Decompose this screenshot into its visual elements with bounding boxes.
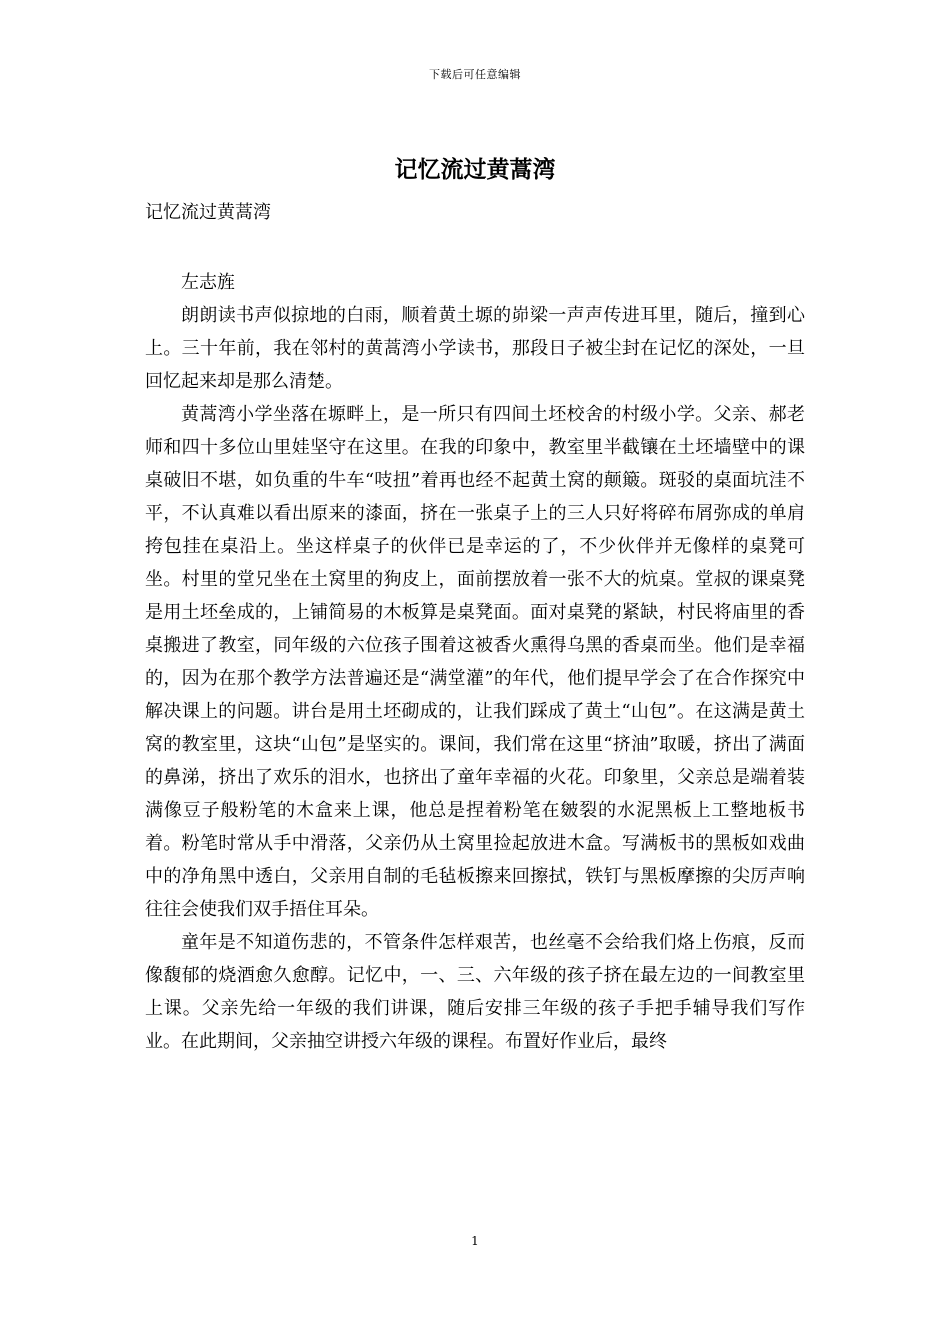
page-number: 1 [471,1234,479,1248]
paragraph: 朗朗读书声似掠地的白雨，顺着黄土塬的峁梁一声声传进耳里，随后，撞到心上。三十年前，我在邻村的黄蒿湾小学读书，那段日子被尘封在记忆的深处，一旦回忆起来却是那么清楚。 [145,305,805,392]
paragraph: 童年是不知道伤悲的，不管条件怎样艰苦，也丝毫不会给我们烙上伤痕，反而像馥郁的烧酒愈久愈醇。记忆中，一、三、六年级的孩子挤在最左边的一间教室里上课。父亲先给一年级的我们讲课，随后安排三年级的孩子手把手辅导我们写作业。在此期间，父亲抽空讲授六年级的课程。布置好作业后，最终 [145,932,805,1052]
document-body [145,196,805,1058]
paragraph: 黄蒿湾小学坐落在塬畔上，是一所只有四间土坯校舍的村级小学。父亲、郝老师和四十多位山里娃坚守在这里。在我的印象中，教室里半截镶在土坯墙壁中的课桌破旧不堪，如负重的牛车“吱扭”着再也经不起黄土窝的颠簸。斑驳的桌面坑洼不平，不认真难以看出原来的漆面，挤在一张桌子上的三人只好将碎布屑弥成的单肩挎包挂在桌沿上。坐这样桌子的伙伴已是幸运的了，不少伙伴并无像样的桌凳可坐。村里的堂兄坐在土窝里的狗皮上，面前摆放着一张不大的炕桌。堂叔的课桌凳是用土坯垒成的，上铺简易的木板算是桌凳面。面对桌凳的紧缺，村民将庙里的香桌搬进了教室，同年级的六位孩子围着这被香火熏得乌黑的香桌而坐。他们是幸福的，因为在那个教学方法普遍还是“满堂灌”的年代，他们提早学会了在合作探究中解决课上的问题。讲台是用土坯砌成的，让我们踩成了黄土“山包”。在这满是黄土窝的教室里，这块“山包”是坚实的。课间，我们常在这里“挤油”取暖，挤出了满面的鼻涕，挤出了欢乐的泪水，也挤出了童年幸福的火花。印象里，父亲总是端着装满像豆子般粉笔的木盒来上课，他总是捏着粉笔在皴裂的水泥黑板上工整地板书着。粉笔时常从手中滑落，父亲仍从土窝里捡起放进木盒。写满板书的黑板如戏曲中的净角黑中透白，父亲用自制的毛毡板擦来回擦拭，铁钉与黑板摩擦的尖厉声响往往会使我们双手捂住耳朵。 [145,404,805,920]
header-note: 下载后可任意编辑 [429,68,521,81]
document-subtitle: 记忆流过黄蒿湾 [145,202,271,223]
author-name: 左志旌 [181,272,235,293]
document-title: 记忆流过黄蒿湾 [394,156,556,183]
blank-line [145,229,805,266]
